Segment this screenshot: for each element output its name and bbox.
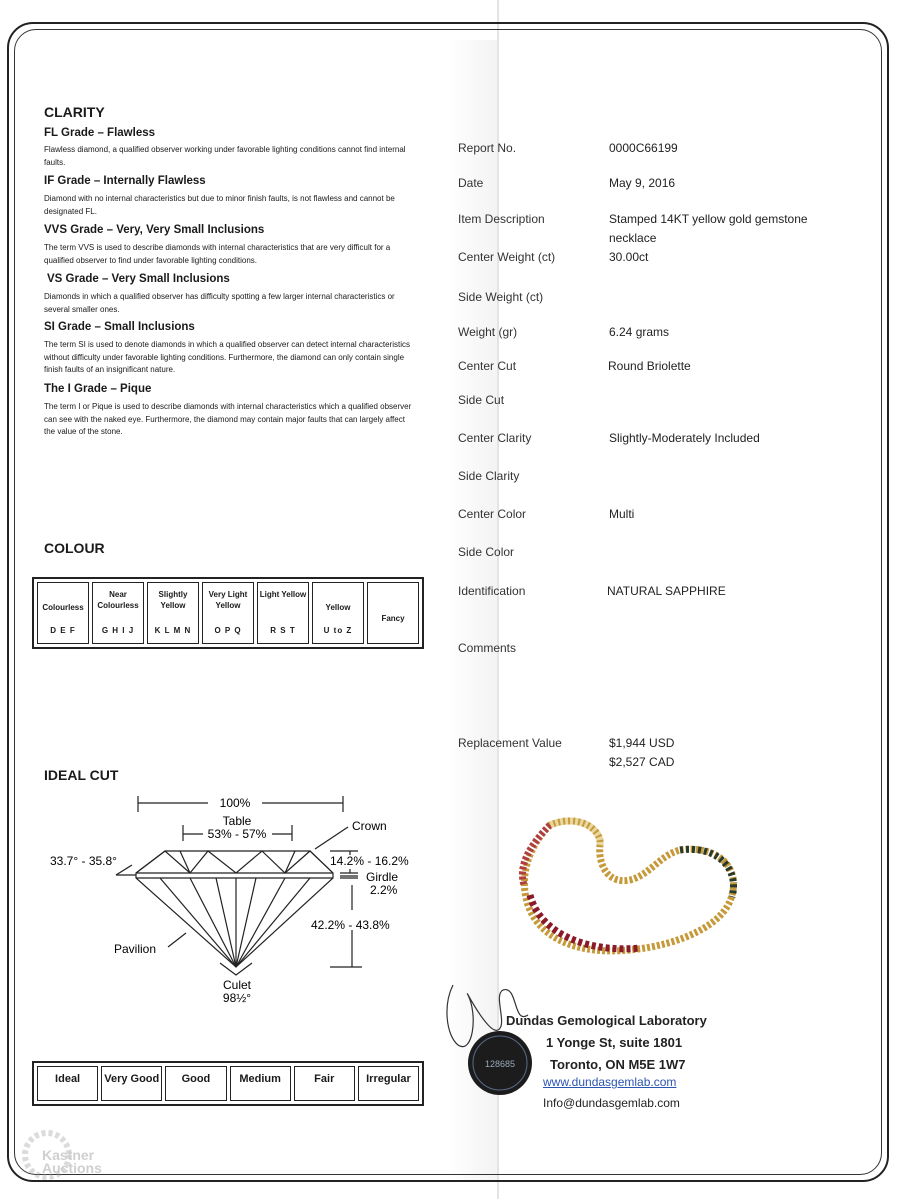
colour-letters: K L M N: [154, 626, 192, 635]
colour-box: [92, 582, 144, 644]
lab-address-line2: Toronto, ON M5E 1W7: [550, 1057, 686, 1072]
lab-email: Info@dundasgemlab.com: [543, 1096, 680, 1110]
field-label: Comments: [458, 641, 517, 655]
colour-heading: COLOUR: [44, 540, 105, 556]
clarity-grade-desc: The term SI is used to denote diamonds in which a qualified observer can detect internal characteristics without difficulty under favorable lighting conditions. Furthermore, the diamond can only contain single finish faults of an insignificant nature.: [44, 340, 410, 374]
field-value: NATURAL SAPPHIRE: [607, 584, 726, 598]
colour-name: Light Yellow: [259, 590, 307, 599]
colour-box: [367, 582, 419, 644]
ideal-cut-heading: IDEAL CUT: [44, 767, 119, 783]
colour-box: [147, 582, 199, 644]
colour-letters: D E F: [50, 626, 76, 635]
clarity-grade-desc: Diamond with no internal characteristics but due to minor finish faults, is not flawless and cannot be designated FL.: [44, 194, 395, 216]
clarity-grade-title: SI Grade – Small Inclusions: [44, 321, 195, 333]
field-label: Side Weight (ct): [458, 290, 544, 304]
cut-grade-box: Ideal: [37, 1066, 98, 1101]
replacement-cad-value: $2,527 CAD: [609, 755, 675, 769]
colour-letters: U to Z: [323, 626, 353, 635]
cut-grade-box: Medium: [230, 1066, 291, 1101]
colour-name: Colourless: [42, 603, 84, 612]
signature-and-seal: [438, 975, 548, 1095]
field-label: Date: [458, 176, 484, 190]
table-range-label: 53% - 57%: [207, 827, 267, 841]
lab-website-link[interactable]: www.dundasgemlab.com: [543, 1075, 677, 1089]
crown-height-label: 14.2% - 16.2%: [330, 854, 409, 868]
clarity-grade-title: VVS Grade – Very, Very Small Inclusions: [44, 224, 265, 236]
field-value: 30.00ct: [609, 250, 649, 264]
clarity-grade-title: The I Grade – Pique: [44, 383, 152, 395]
field-value: Round Briolette: [608, 359, 691, 373]
auction-watermark: [12, 1115, 132, 1190]
field-value: 6.24 grams: [609, 325, 670, 339]
field-label: Side Color: [458, 545, 515, 559]
cut-grade-box: Fair: [294, 1066, 355, 1101]
clarity-heading: CLARITY: [44, 104, 105, 120]
field-label: Report No.: [458, 141, 517, 155]
lab-name: Dundas Gemological Laboratory: [506, 1013, 707, 1028]
field-label: Weight (gr): [458, 325, 518, 339]
colour-letters: R S T: [270, 626, 296, 635]
colour-letters: O P Q: [214, 626, 242, 635]
clarity-grade-desc: The term VVS is used to describe diamonds with internal characteristics that are very difficult for a qualified observer to find under favorable lighting conditions.: [44, 243, 391, 265]
colour-box: [312, 582, 364, 644]
colour-name: Very Light Yellow: [208, 590, 248, 610]
field-label: Identification: [458, 584, 526, 598]
crown-angle-label: 33.7° - 35.8°: [50, 854, 117, 868]
colour-name: Yellow: [325, 603, 351, 612]
field-label: Center Cut: [458, 359, 517, 373]
field-value: May 9, 2016: [609, 176, 676, 190]
table-label: Table: [222, 814, 252, 828]
field-label: Center Clarity: [458, 431, 532, 445]
cut-grade-box: Irregular: [358, 1066, 419, 1101]
field-value: $1,944 USD: [609, 736, 675, 750]
field-label: Item Description: [458, 212, 545, 226]
colour-box: [37, 582, 89, 644]
colour-name: Near Colourless: [97, 590, 139, 610]
colour-name: Slightly Yellow: [158, 590, 188, 610]
culet-angle-label: 98½°: [222, 991, 252, 1005]
field-label: Side Clarity: [458, 469, 520, 483]
girdle-label: Girdle: [366, 870, 399, 884]
field-label: Center Color: [458, 507, 527, 521]
pavilion-depth-label: 42.2% - 43.8%: [311, 918, 390, 932]
field-label: Replacement Value: [458, 736, 562, 750]
colour-scale-table: [32, 577, 424, 649]
colour-letters: G H I J: [101, 626, 135, 635]
cut-grade-box: Very Good: [101, 1066, 162, 1101]
clarity-grade-title: FL Grade – Flawless: [44, 127, 156, 139]
field-label: Side Cut: [458, 393, 505, 407]
cut-grade-table: [32, 1061, 424, 1106]
lab-address-line1: 1 Yonge St, suite 1801: [546, 1035, 683, 1050]
colour-box: [257, 582, 309, 644]
seal-number: 128685: [484, 1059, 516, 1069]
ideal-cut-diagram: [40, 785, 440, 1010]
clarity-grade-desc: Flawless diamond, a qualified observer working under favorable lighting conditions cannot find internal faults.: [44, 145, 406, 167]
watermark-text: Kastner Auctions: [42, 1147, 102, 1176]
pavilion-label: Pavilion: [114, 942, 157, 956]
dim-total-label: 100%: [219, 796, 251, 810]
colour-name: Fancy: [381, 614, 405, 623]
crown-label: Crown: [352, 819, 387, 833]
necklace-photo: [510, 805, 750, 965]
clarity-grade-title: VS Grade – Very Small Inclusions: [47, 273, 230, 285]
field-value: Multi: [609, 507, 635, 521]
field-value: Stamped 14KT yellow gold gemstone necklace: [609, 212, 808, 245]
cut-grade-box: Good: [165, 1066, 226, 1101]
colour-box: [202, 582, 254, 644]
clarity-grade-desc: The term I or Pique is used to describe diamonds with internal characteristics which a qualified observer can see with the naked eye. Furthermore, the diamond may contain major faults that can largely affect the value of the stone.: [44, 402, 412, 436]
culet-label: Culet: [222, 978, 252, 992]
girdle-pct-label: 2.2%: [370, 883, 398, 897]
clarity-grade-desc: Diamonds in which a qualified observer has difficulty spotting a few larger internal characteristics or several smaller ones.: [44, 292, 395, 314]
clarity-grade-title: IF Grade – Internally Flawless: [44, 175, 206, 187]
field-label: Center Weight (ct): [458, 250, 556, 264]
field-value: 0000C66199: [609, 141, 678, 155]
field-value: Slightly-Moderately Included: [609, 431, 760, 445]
